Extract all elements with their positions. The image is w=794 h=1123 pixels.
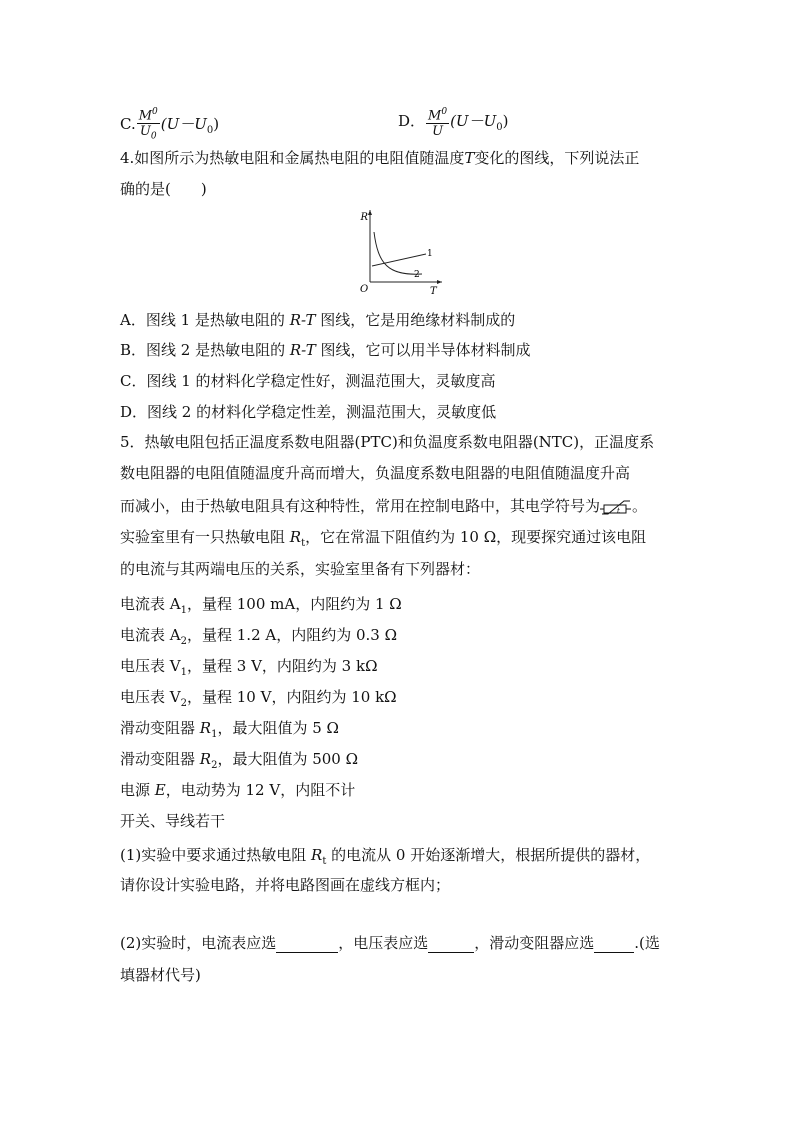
equip-switch-wires: 开关、导线若干 [120, 812, 226, 830]
equip-rheostat-r1: 滑动变阻器 $R_1$，最大阻值为 5 Ω [120, 719, 339, 740]
voltmeter-answer-blank[interactable] [428, 936, 474, 953]
equip-rheostat-r2: 滑动变阻器 $R_2$，最大阻值为 500 Ω [120, 750, 359, 771]
q5-line5: 的电流与其两端电压的关系，实验室里备有下列器材： [120, 560, 481, 578]
curve-1-label: 1 [427, 249, 433, 259]
thermistor-symbol-icon [600, 498, 632, 516]
q4-option-b: B．图线 2 是热敏电阻的 R-T 图线，它可以用半导体材料制成 [120, 341, 531, 359]
option-d-label: D． [398, 112, 426, 131]
svg-text:t: t [617, 507, 620, 515]
option-c-formula: C. $\frac{M^0}{U_0}$ $(U-U_0)$ [120, 105, 219, 145]
q4-option-d: D．图线 2 的材料化学稳定性差，测温范围大，灵敏度低 [120, 403, 497, 421]
q4-option-a: A．图线 1 是热敏电阻的 R-T 图线，它是用绝缘材料制成的 [120, 311, 516, 329]
q5-line3: 而减小，由于热敏电阻具有这种特性，常用在控制电路中，其电学符号为 t 。 [120, 497, 648, 515]
option-d-formula: D． $\frac{M^0}{U}$ $(U-U_0)$ [398, 107, 509, 140]
q5-part1-line2: 请你设计实验电路，并将电路图画在虚线方框内； [120, 876, 451, 894]
curve-2-label: 2 [414, 270, 420, 280]
curve-2-line [374, 232, 422, 274]
q4-stem-line1: 4.如图所示为热敏电阻和金属热电阻的电阻值随温度T变化的图线，下列说法正 [120, 149, 640, 167]
q5-line1: 5．热敏电阻包括正温度系数电阻器(PTC)和负温度系数电阻器(NTC)，正温度系 [120, 433, 655, 451]
q4-option-c: C．图线 1 的材料化学稳定性好，测温范围大，灵敏度高 [120, 372, 496, 390]
q5-part1-line1: (1)实验中要求通过热敏电阻 $R_t$ 的电流从 0 开始逐渐增大，根据所提供的器材， [120, 846, 651, 867]
equip-ammeter-a1: 电流表 $A_1$，量程 100 mA，内阻约为 1 Ω [120, 595, 402, 616]
ammeter-answer-blank[interactable] [276, 936, 338, 953]
q5-part2-line1: (2)实验时，电流表应选 ，电压表应选 ，滑动变阻器应选 .(选 [120, 934, 660, 952]
y-axis-label: R [360, 212, 368, 223]
equip-voltmeter-v1: 电压表 $V_1$，量程 3 V，内阻约为 3 kΩ [120, 657, 378, 678]
origin-label: O [360, 284, 369, 295]
rheostat-answer-blank[interactable] [594, 936, 634, 953]
q5-line2: 数电阻器的电阻值随温度升高而增大，负温度系数电阻器的电阻值随温度升高 [120, 464, 631, 482]
q5-line4: 实验室里有一只热敏电阻 $R_t$，它在常温下阻值约为 10 Ω，现要探究通过该电阻 [120, 528, 647, 549]
q4-stem-line2: 确的是( ) [120, 180, 207, 198]
x-axis-label: T [430, 286, 437, 296]
option-c-label: C. [120, 114, 136, 133]
equip-ammeter-a2: 电流表 $A_2$，量程 1.2 A，内阻约为 0.3 Ω [120, 626, 398, 647]
option-d-fraction: $\frac{M^0}{U}$ [428, 107, 448, 140]
q5-part2-line2: 填器材代号) [120, 966, 201, 984]
equip-power-source: 电源 E，电动势为 12 V，内阻不计 [120, 781, 356, 799]
rt-graph [348, 206, 448, 296]
equip-voltmeter-v2: 电压表 $V_2$，量程 10 V，内阻约为 10 kΩ [120, 688, 397, 709]
option-c-fraction: $\frac{M^0}{U_0}$ [138, 107, 158, 142]
